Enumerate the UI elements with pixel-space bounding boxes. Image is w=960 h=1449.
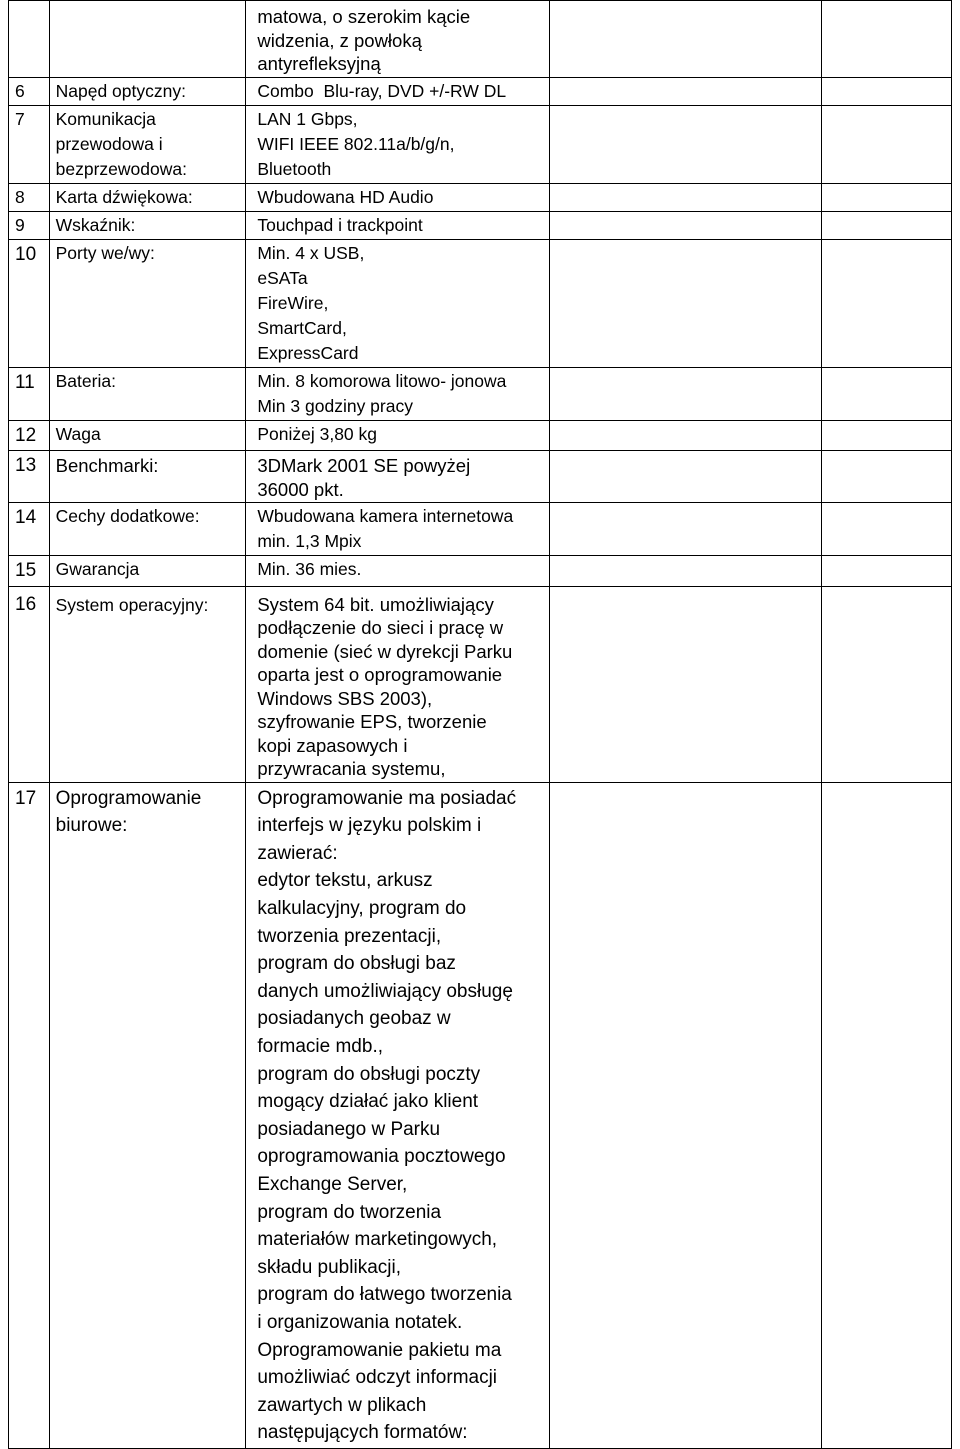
value-line: kopi zapasowych i: [257, 734, 408, 756]
value-line: Exchange Server,: [257, 1174, 408, 1195]
table-row-7: [9, 105, 952, 183]
empty-cell: [821, 211, 951, 239]
row-name: [49, 1, 246, 78]
value-line: następujących formatów:: [257, 1422, 468, 1444]
value-line: LAN 1 Gbps,: [257, 108, 358, 129]
value-line: program do obsługi baz: [257, 953, 456, 975]
value-line: przywracania systemu,: [257, 758, 446, 780]
value-line: 36000 pkt.: [257, 478, 344, 500]
value-line: SmartCard,: [257, 317, 347, 338]
empty-cell: [821, 367, 951, 420]
name-line: Benchmarki:: [55, 455, 159, 477]
value-line: eSATa: [257, 267, 308, 288]
value-line: Touchpad i trackpoint: [257, 214, 423, 235]
empty-cell: [549, 211, 821, 239]
value-line: edytor tekstu, arkusz: [257, 870, 433, 892]
row-value: [246, 451, 550, 503]
empty-cell: [821, 183, 951, 211]
empty-cell: [821, 451, 951, 503]
empty-cell: [549, 183, 821, 211]
empty-cell: [549, 77, 821, 105]
row-name: [49, 451, 246, 503]
table-row-17: [9, 782, 952, 1448]
row-name: [49, 77, 246, 105]
empty-cell: [549, 451, 821, 503]
empty-cell: [821, 782, 951, 1448]
empty-cell: [549, 503, 821, 556]
value-line: danych umożliwiający obsługę: [257, 980, 513, 1002]
table-row-6: [9, 77, 952, 105]
row-name: [49, 503, 246, 556]
empty-cell: [549, 105, 821, 183]
row-value: [246, 503, 550, 556]
row-name: [49, 211, 246, 239]
name-line: bezprzewodowa:: [55, 158, 187, 179]
row-value: [246, 1, 550, 78]
value-line: podłączenie do sieci i pracę w: [257, 617, 504, 639]
value-line: min. 1,3 Mpix: [257, 531, 362, 552]
value-line: FireWire,: [257, 292, 329, 313]
row-number: 16: [9, 586, 50, 782]
table-row-continuation: [9, 1, 952, 78]
name-line: System operacyjny:: [55, 594, 209, 615]
empty-cell: [549, 367, 821, 420]
value-line: Wbudowana HD Audio: [257, 186, 434, 207]
value-line: antyrefleksyjną: [257, 53, 381, 74]
name-line: Porty we/wy:: [55, 242, 155, 263]
value-line: Combo Blu-ray, DVD +/-RW DL: [257, 80, 507, 101]
row-value: [246, 420, 550, 451]
value-line: oprogramowania pocztowego: [257, 1146, 506, 1168]
empty-cell: [821, 1, 951, 78]
value-line: mogący działać jako klient: [257, 1091, 479, 1113]
row-number: 17: [9, 782, 50, 1448]
value-line: oparta jest o oprogramowanie: [257, 664, 503, 686]
row-name: [49, 367, 246, 420]
specification-table: [8, 0, 952, 1449]
row-number: 8: [9, 183, 50, 211]
table-row-8: [9, 183, 952, 211]
value-line: Oprogramowanie ma posiadać: [257, 787, 517, 809]
row-name: [49, 239, 246, 367]
value-line: szyfrowanie EPS, tworzenie: [257, 711, 487, 733]
row-name: [49, 183, 246, 211]
value-line: posiadanego w Parku: [257, 1118, 441, 1140]
row-name: [49, 420, 246, 451]
value-line: System 64 bit. umożliwiający: [257, 593, 494, 615]
row-value: [246, 183, 550, 211]
name-line: Cechy dodatkowe:: [55, 506, 200, 527]
value-line: kalkulacyjny, program do: [257, 898, 467, 920]
row-number: 11: [9, 367, 50, 420]
name-line: Karta dźwiękowa:: [55, 186, 193, 207]
value-line: 3DMark 2001 SE powyżej: [257, 455, 471, 477]
value-line: zawartych w plikach: [257, 1394, 427, 1416]
value-line: Bluetooth: [257, 158, 332, 179]
name-line: Oprogramowanie: [55, 787, 202, 809]
value-line: Windows SBS 2003),: [257, 687, 433, 709]
row-value: [246, 782, 550, 1448]
row-value: [246, 586, 550, 782]
empty-cell: [821, 77, 951, 105]
row-number: 10: [9, 239, 50, 367]
row-value: [246, 556, 550, 587]
value-line: Min. 36 mies.: [257, 559, 362, 580]
value-line: składu publikacji,: [257, 1256, 401, 1278]
value-line: Min. 8 komorowa litowo- jonowa: [257, 370, 507, 391]
row-value: [246, 77, 550, 105]
table-row-9: [9, 211, 952, 239]
row-value: [246, 105, 550, 183]
row-number: 15: [9, 556, 50, 587]
table-row-15: [9, 556, 952, 587]
value-line: widzenia, z powłoką: [257, 29, 422, 51]
name-line: Napęd optyczny:: [55, 80, 186, 101]
value-line: materiałów marketingowych,: [257, 1229, 498, 1251]
row-value: [246, 239, 550, 367]
empty-cell: [821, 503, 951, 556]
value-line: Min 3 godziny pracy: [257, 395, 413, 416]
value-line: program do tworzenia: [257, 1201, 442, 1223]
value-line: Poniżej 3,80 kg: [257, 423, 378, 444]
value-line: ExpressCard: [257, 342, 359, 363]
name-line: Wskaźnik:: [55, 214, 136, 235]
value-line: i organizowania notatek.: [257, 1311, 463, 1333]
name-line: Waga: [55, 423, 101, 444]
table-row-11: [9, 367, 952, 420]
row-name: [49, 105, 246, 183]
empty-cell: [549, 556, 821, 587]
row-name: [49, 782, 246, 1448]
name-line: Gwarancja: [55, 559, 140, 580]
row-number: 14: [9, 503, 50, 556]
empty-cell: [821, 105, 951, 183]
empty-cell: [549, 782, 821, 1448]
name-line: przewodowa i: [55, 133, 163, 154]
value-line: interfejs w języku polskim i: [257, 815, 482, 837]
value-line: WIFI IEEE 802.11a/b/g/n,: [257, 133, 455, 154]
empty-cell: [821, 420, 951, 451]
table-row-13: [9, 451, 952, 503]
value-line: matowa, o szerokim kącie: [257, 6, 471, 27]
empty-cell: [821, 239, 951, 367]
table-row-14: [9, 503, 952, 556]
table-row-16: [9, 586, 952, 782]
value-line: domenie (sieć w dyrekcji Parku: [257, 640, 513, 662]
row-number: 13: [9, 451, 50, 503]
value-line: tworzenia prezentacji,: [257, 925, 442, 947]
name-line: Bateria:: [55, 370, 116, 391]
value-line: Oprogramowanie pakietu ma: [257, 1339, 502, 1361]
value-line: program do obsługi poczty: [257, 1063, 481, 1085]
row-name: [49, 556, 246, 587]
row-number: 12: [9, 420, 50, 451]
value-line: formacie mdb.,: [257, 1036, 383, 1058]
row-number: 6: [9, 77, 50, 105]
table-row-10: [9, 239, 952, 367]
value-line: program do łatwego tworzenia: [257, 1284, 512, 1306]
row-number: 9: [9, 211, 50, 239]
value-line: Wbudowana kamera internetowa: [257, 506, 514, 527]
empty-cell: [549, 586, 821, 782]
row-value: [246, 211, 550, 239]
value-line: zawierać:: [257, 842, 338, 864]
table-row-12: [9, 420, 952, 451]
row-value: [246, 367, 550, 420]
row-number: [9, 1, 50, 78]
empty-cell: [821, 556, 951, 587]
row-number: 7: [9, 105, 50, 183]
empty-cell: [549, 239, 821, 367]
empty-cell: [821, 586, 951, 782]
value-line: Min. 4 x USB,: [257, 242, 365, 263]
empty-cell: [549, 420, 821, 451]
name-line: Komunikacja: [55, 108, 156, 129]
empty-cell: [549, 1, 821, 78]
value-line: posiadanych geobaz w: [257, 1008, 451, 1030]
value-line: umożliwiać odczyt informacji: [257, 1367, 498, 1389]
name-line: biurowe:: [55, 815, 128, 837]
row-name: [49, 586, 246, 782]
